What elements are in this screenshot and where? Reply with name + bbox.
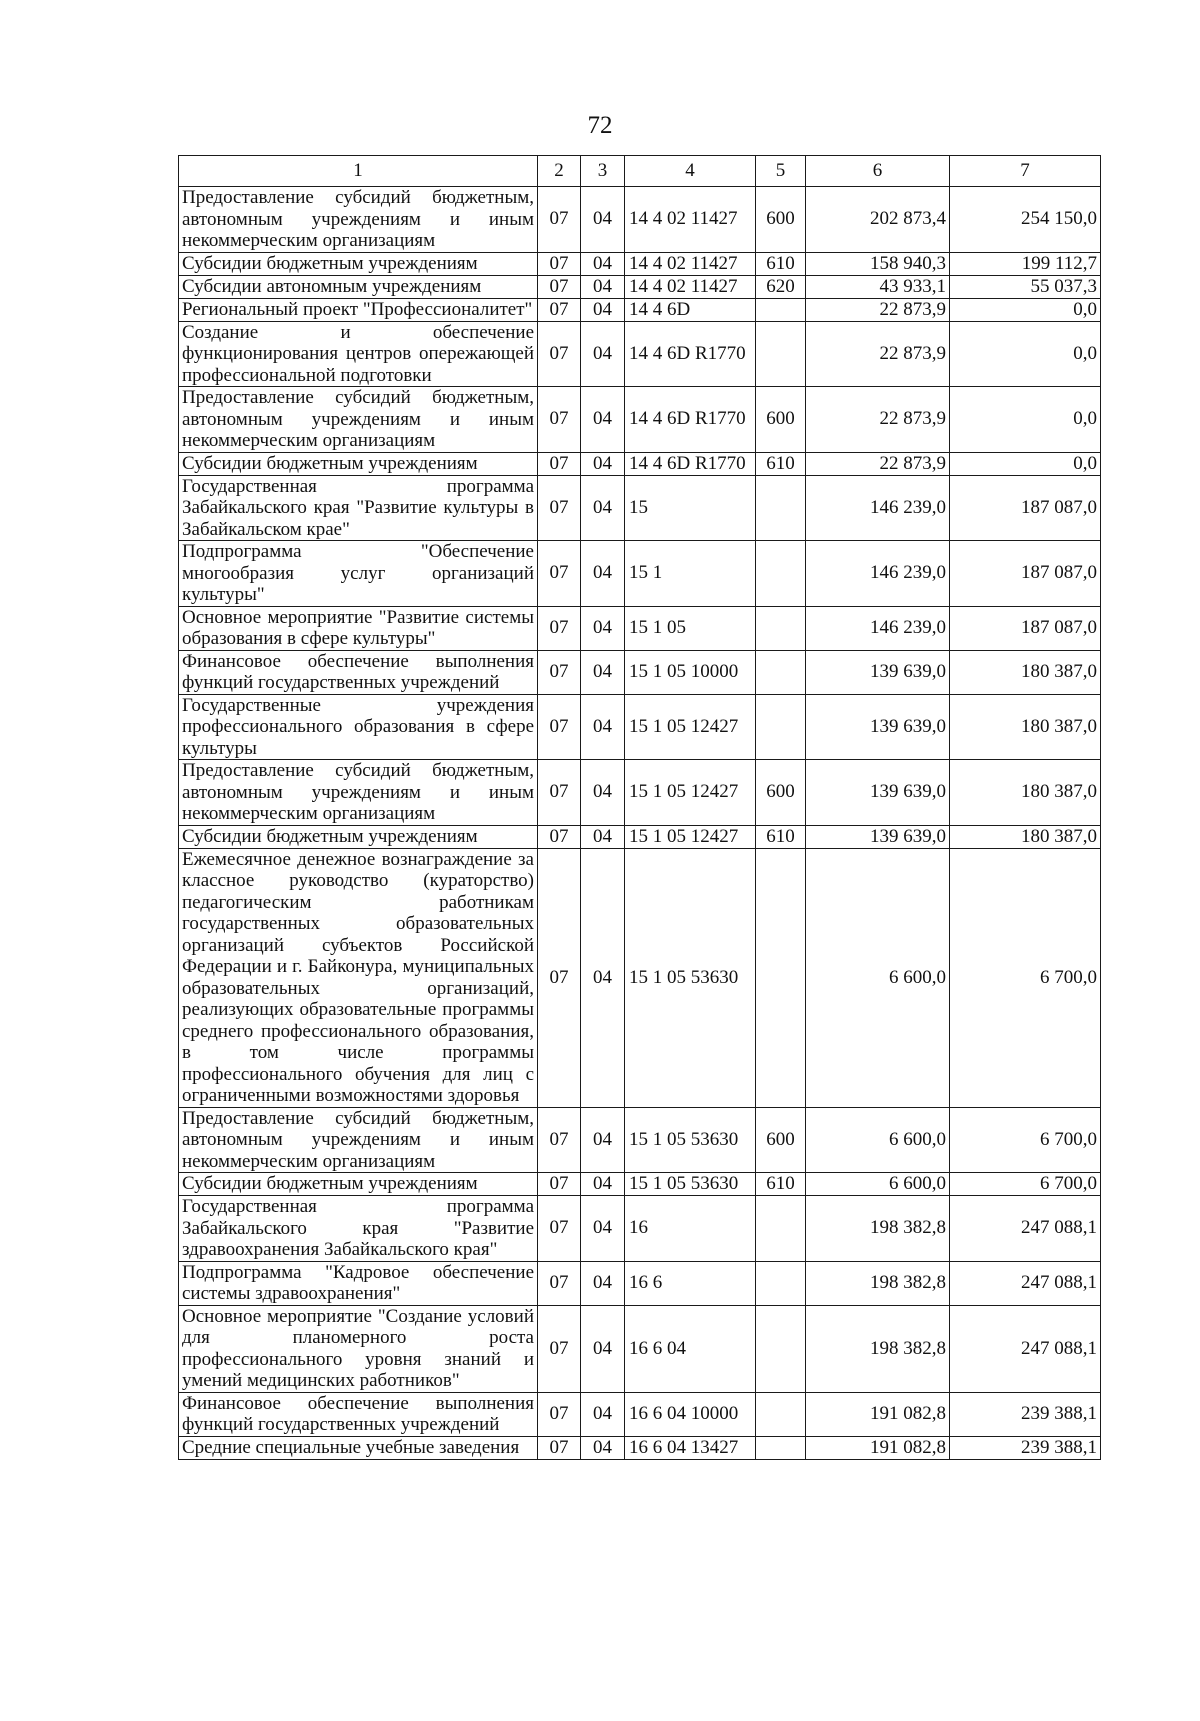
row-name-cell: Средние специальные учебные заведения — [179, 1436, 538, 1459]
section-code-cell: 07 — [538, 252, 581, 275]
table-row — [179, 252, 1101, 275]
amount-cell: 139 639,0 — [806, 650, 950, 694]
amount-cell: 43 933,1 — [806, 275, 950, 298]
col-header-7: 7 — [950, 156, 1101, 187]
target-item-code-cell: 16 6 — [625, 1261, 756, 1305]
target-item-code-cell: 15 — [625, 475, 756, 541]
expense-type-code-cell — [756, 1261, 806, 1305]
target-item-code-cell: 15 1 — [625, 541, 756, 607]
table-row — [179, 387, 1101, 453]
expense-type-code-cell: 610 — [756, 1173, 806, 1196]
section-code-cell: 07 — [538, 298, 581, 321]
section-code-cell: 07 — [538, 275, 581, 298]
section-code-cell: 07 — [538, 1436, 581, 1459]
target-item-code-cell: 14 4 02 11427 — [625, 187, 756, 253]
section-code-cell: 07 — [538, 475, 581, 541]
subsection-code-cell: 04 — [581, 825, 625, 848]
row-name-cell: Предоставление субсидий бюджетным, автономным учреждениям и иным некоммерческим организациям — [179, 1107, 538, 1173]
section-code-cell: 07 — [538, 1196, 581, 1262]
table-row — [179, 650, 1101, 694]
subsection-code-cell: 04 — [581, 321, 625, 387]
expense-type-code-cell: 610 — [756, 252, 806, 275]
amount-cell: 198 382,8 — [806, 1261, 950, 1305]
row-name-cell: Подпрограмма "Кадровое обеспечение системы здравоохранения" — [179, 1261, 538, 1305]
row-name-cell: Региональный проект "Профессионалитет" — [179, 298, 538, 321]
row-name-cell: Финансовое обеспечение выполнения функций государственных учреждений — [179, 1392, 538, 1436]
table-row — [179, 1436, 1101, 1459]
amount-cell: 22 873,9 — [806, 321, 950, 387]
section-code-cell: 07 — [538, 187, 581, 253]
target-item-code-cell: 16 6 04 13427 — [625, 1436, 756, 1459]
col-header-3: 3 — [581, 156, 625, 187]
amount-cell: 0,0 — [950, 452, 1101, 475]
amount-cell: 158 940,3 — [806, 252, 950, 275]
amount-cell: 198 382,8 — [806, 1305, 950, 1392]
section-code-cell: 07 — [538, 387, 581, 453]
amount-cell: 55 037,3 — [950, 275, 1101, 298]
table-body — [179, 187, 1101, 1460]
expense-type-code-cell — [756, 650, 806, 694]
section-code-cell: 07 — [538, 694, 581, 760]
table-row — [179, 1392, 1101, 1436]
subsection-code-cell: 04 — [581, 1107, 625, 1173]
table-row — [179, 187, 1101, 253]
row-name-cell: Создание и обеспечение функционирования центров опережающей профессиональной подготовки — [179, 321, 538, 387]
expense-type-code-cell — [756, 1196, 806, 1262]
table-row — [179, 298, 1101, 321]
amount-cell: 6 700,0 — [950, 1107, 1101, 1173]
table-row — [179, 848, 1101, 1107]
col-header-2: 2 — [538, 156, 581, 187]
row-name-cell: Финансовое обеспечение выполнения функций государственных учреждений — [179, 650, 538, 694]
section-code-cell: 07 — [538, 760, 581, 826]
amount-cell: 6 600,0 — [806, 848, 950, 1107]
amount-cell: 139 639,0 — [806, 760, 950, 826]
table-row — [179, 760, 1101, 826]
target-item-code-cell: 14 4 6D R1770 — [625, 321, 756, 387]
row-name-cell: Предоставление субсидий бюджетным, автономным учреждениям и иным некоммерческим организациям — [179, 387, 538, 453]
target-item-code-cell: 15 1 05 12427 — [625, 694, 756, 760]
row-name-cell: Субсидии бюджетным учреждениям — [179, 452, 538, 475]
amount-cell: 0,0 — [950, 298, 1101, 321]
amount-cell: 22 873,9 — [806, 387, 950, 453]
amount-cell: 199 112,7 — [950, 252, 1101, 275]
expense-type-code-cell — [756, 475, 806, 541]
amount-cell: 146 239,0 — [806, 541, 950, 607]
section-code-cell: 07 — [538, 1107, 581, 1173]
expense-type-code-cell: 610 — [756, 452, 806, 475]
target-item-code-cell: 14 4 02 11427 — [625, 252, 756, 275]
subsection-code-cell: 04 — [581, 760, 625, 826]
table-row — [179, 321, 1101, 387]
amount-cell: 180 387,0 — [950, 760, 1101, 826]
expense-type-code-cell — [756, 321, 806, 387]
subsection-code-cell: 04 — [581, 1436, 625, 1459]
page-number: 72 — [587, 112, 613, 139]
target-item-code-cell: 14 4 6D R1770 — [625, 387, 756, 453]
section-code-cell: 07 — [538, 1392, 581, 1436]
amount-cell: 146 239,0 — [806, 475, 950, 541]
amount-cell: 247 088,1 — [950, 1261, 1101, 1305]
target-item-code-cell: 15 1 05 12427 — [625, 825, 756, 848]
subsection-code-cell: 04 — [581, 650, 625, 694]
table-row — [179, 1305, 1101, 1392]
subsection-code-cell: 04 — [581, 387, 625, 453]
subsection-code-cell: 04 — [581, 187, 625, 253]
section-code-cell: 07 — [538, 321, 581, 387]
section-code-cell: 07 — [538, 452, 581, 475]
subsection-code-cell: 04 — [581, 298, 625, 321]
expense-type-code-cell: 600 — [756, 760, 806, 826]
amount-cell: 187 087,0 — [950, 541, 1101, 607]
col-header-6: 6 — [806, 156, 950, 187]
table-row — [179, 606, 1101, 650]
budget-table — [178, 155, 1101, 1460]
expense-type-code-cell — [756, 1305, 806, 1392]
amount-cell: 22 873,9 — [806, 298, 950, 321]
subsection-code-cell: 04 — [581, 1261, 625, 1305]
amount-cell: 198 382,8 — [806, 1196, 950, 1262]
amount-cell: 146 239,0 — [806, 606, 950, 650]
header-row — [179, 156, 1101, 187]
subsection-code-cell: 04 — [581, 275, 625, 298]
col-header-4: 4 — [625, 156, 756, 187]
amount-cell: 0,0 — [950, 321, 1101, 387]
expense-type-code-cell — [756, 848, 806, 1107]
subsection-code-cell: 04 — [581, 541, 625, 607]
target-item-code-cell: 15 1 05 10000 — [625, 650, 756, 694]
amount-cell: 0,0 — [950, 387, 1101, 453]
table-row — [179, 541, 1101, 607]
section-code-cell: 07 — [538, 541, 581, 607]
expense-type-code-cell — [756, 298, 806, 321]
expense-type-code-cell: 610 — [756, 825, 806, 848]
expense-type-code-cell — [756, 694, 806, 760]
section-code-cell: 07 — [538, 650, 581, 694]
amount-cell: 254 150,0 — [950, 187, 1101, 253]
target-item-code-cell: 15 1 05 12427 — [625, 760, 756, 826]
subsection-code-cell: 04 — [581, 1196, 625, 1262]
row-name-cell: Предоставление субсидий бюджетным, автономным учреждениям и иным некоммерческим организациям — [179, 187, 538, 253]
target-item-code-cell: 14 4 02 11427 — [625, 275, 756, 298]
row-name-cell: Государственная программа Забайкальского края "Развитие здравоохранения Забайкальского края" — [179, 1196, 538, 1262]
target-item-code-cell: 14 4 6D R1770 — [625, 452, 756, 475]
row-name-cell: Государственная программа Забайкальского края "Развитие культуры в Забайкальском крае" — [179, 475, 538, 541]
target-item-code-cell: 15 1 05 — [625, 606, 756, 650]
target-item-code-cell: 15 1 05 53630 — [625, 1107, 756, 1173]
amount-cell: 139 639,0 — [806, 694, 950, 760]
table-row — [179, 1261, 1101, 1305]
amount-cell: 180 387,0 — [950, 694, 1101, 760]
amount-cell: 247 088,1 — [950, 1305, 1101, 1392]
amount-cell: 6 700,0 — [950, 1173, 1101, 1196]
expense-type-code-cell: 600 — [756, 1107, 806, 1173]
amount-cell: 191 082,8 — [806, 1436, 950, 1459]
table-row — [179, 1196, 1101, 1262]
amount-cell: 6 700,0 — [950, 848, 1101, 1107]
col-header-1: 1 — [179, 156, 538, 187]
section-code-cell: 07 — [538, 825, 581, 848]
amount-cell: 6 600,0 — [806, 1173, 950, 1196]
expense-type-code-cell — [756, 541, 806, 607]
subsection-code-cell: 04 — [581, 475, 625, 541]
row-name-cell: Субсидии бюджетным учреждениям — [179, 1173, 538, 1196]
table-row — [179, 452, 1101, 475]
amount-cell: 180 387,0 — [950, 825, 1101, 848]
table-row — [179, 825, 1101, 848]
target-item-code-cell: 15 1 05 53630 — [625, 848, 756, 1107]
expense-type-code-cell: 600 — [756, 187, 806, 253]
expense-type-code-cell — [756, 606, 806, 650]
row-name-cell: Основное мероприятие "Развитие системы образования в сфере культуры" — [179, 606, 538, 650]
subsection-code-cell: 04 — [581, 694, 625, 760]
subsection-code-cell: 04 — [581, 452, 625, 475]
table-row — [179, 1173, 1101, 1196]
subsection-code-cell: 04 — [581, 1305, 625, 1392]
section-code-cell: 07 — [538, 1173, 581, 1196]
amount-cell: 247 088,1 — [950, 1196, 1101, 1262]
amount-cell: 6 600,0 — [806, 1107, 950, 1173]
target-item-code-cell: 16 — [625, 1196, 756, 1262]
row-name-cell: Ежемесячное денежное вознаграждение за классное руководство (кураторство) педагогическим работникам государственных образовательных организаций субъектов Российской Федерации и г. Байконура, муниципальных образовательных организаций, реализующих образовательные программы среднего профессионального образования, в том числе программы профессионального обучения для лиц с ограниченными возможностями здоровья — [179, 848, 538, 1107]
amount-cell: 239 388,1 — [950, 1436, 1101, 1459]
amount-cell: 239 388,1 — [950, 1392, 1101, 1436]
subsection-code-cell: 04 — [581, 848, 625, 1107]
section-code-cell: 07 — [538, 1305, 581, 1392]
target-item-code-cell: 14 4 6D — [625, 298, 756, 321]
section-code-cell: 07 — [538, 848, 581, 1107]
row-name-cell: Основное мероприятие "Создание условий для планомерного роста профессионального уровня знаний и умений медицинских работников" — [179, 1305, 538, 1392]
target-item-code-cell: 15 1 05 53630 — [625, 1173, 756, 1196]
expense-type-code-cell: 600 — [756, 387, 806, 453]
row-name-cell: Подпрограмма "Обеспечение многообразия услуг организаций культуры" — [179, 541, 538, 607]
expense-type-code-cell: 620 — [756, 275, 806, 298]
col-header-5: 5 — [756, 156, 806, 187]
amount-cell: 191 082,8 — [806, 1392, 950, 1436]
target-item-code-cell: 16 6 04 — [625, 1305, 756, 1392]
amount-cell: 180 387,0 — [950, 650, 1101, 694]
table-row — [179, 275, 1101, 298]
amount-cell: 139 639,0 — [806, 825, 950, 848]
expense-type-code-cell — [756, 1436, 806, 1459]
expense-type-code-cell — [756, 1392, 806, 1436]
target-item-code-cell: 16 6 04 10000 — [625, 1392, 756, 1436]
subsection-code-cell: 04 — [581, 1392, 625, 1436]
amount-cell: 202 873,4 — [806, 187, 950, 253]
table-row — [179, 694, 1101, 760]
subsection-code-cell: 04 — [581, 252, 625, 275]
table-row — [179, 1107, 1101, 1173]
section-code-cell: 07 — [538, 1261, 581, 1305]
amount-cell: 187 087,0 — [950, 606, 1101, 650]
row-name-cell: Субсидии автономным учреждениям — [179, 275, 538, 298]
amount-cell: 22 873,9 — [806, 452, 950, 475]
row-name-cell: Предоставление субсидий бюджетным, автономным учреждениям и иным некоммерческим организациям — [179, 760, 538, 826]
amount-cell: 187 087,0 — [950, 475, 1101, 541]
table-row — [179, 475, 1101, 541]
section-code-cell: 07 — [538, 606, 581, 650]
row-name-cell: Субсидии бюджетным учреждениям — [179, 825, 538, 848]
row-name-cell: Государственные учреждения профессионального образования в сфере культуры — [179, 694, 538, 760]
subsection-code-cell: 04 — [581, 1173, 625, 1196]
subsection-code-cell: 04 — [581, 606, 625, 650]
row-name-cell: Субсидии бюджетным учреждениям — [179, 252, 538, 275]
